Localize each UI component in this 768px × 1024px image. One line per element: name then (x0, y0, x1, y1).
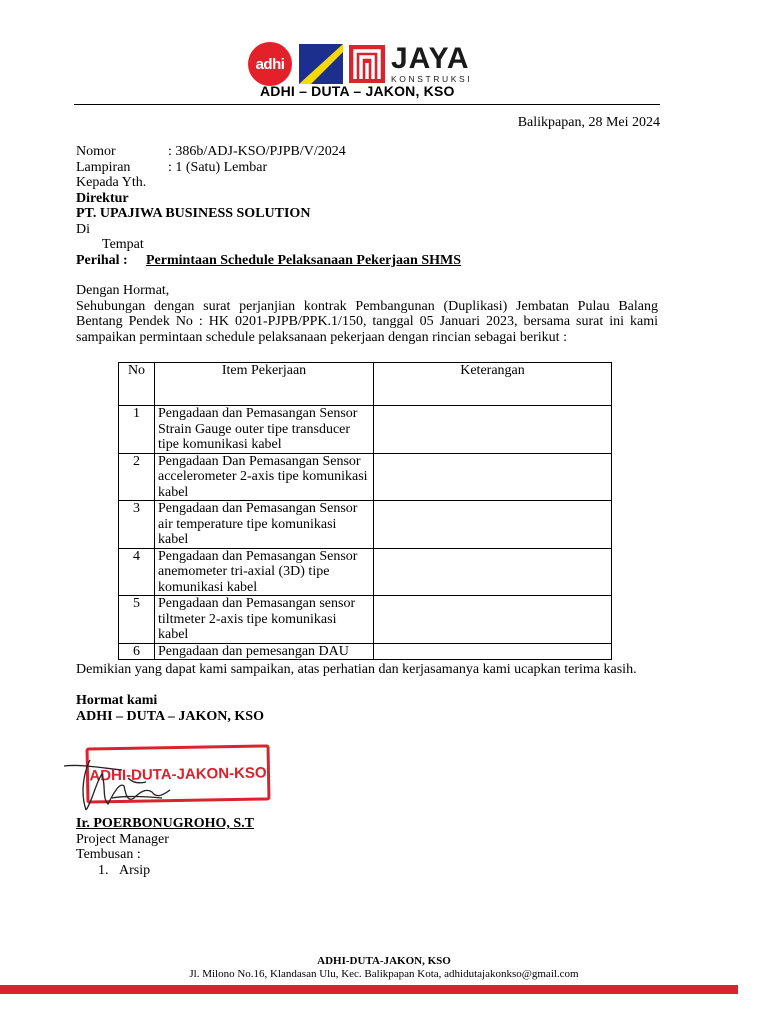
row-no: 2 (119, 453, 155, 501)
row-item: Pengadaan dan Pemasangan Sensor air temperature tipe komunikasi kabel (155, 501, 374, 549)
row-keterangan (374, 501, 612, 549)
kepada-line: Kepada Yth. (76, 175, 147, 190)
table-row (119, 501, 612, 549)
footer-red-bar (0, 985, 738, 994)
kso-name: ADHI – DUTA – JAKON, KSO (260, 83, 455, 99)
recipient-di: Di (76, 221, 90, 237)
row-no: 3 (119, 501, 155, 549)
row-keterangan (374, 406, 612, 454)
perihal-label: Perihal : (76, 252, 128, 268)
table-row (119, 548, 612, 596)
row-no: 4 (119, 548, 155, 596)
closing-paragraph: Demikian yang dapat kami sampaikan, atas perhatian dan kerjasamanya kami ucapkan terima kasih. (76, 662, 637, 677)
header-item: Item Pekerjaan (155, 363, 374, 406)
letter-date: Balikpapan, 28 Mei 2024 (517, 115, 660, 130)
row-no: 5 (119, 596, 155, 644)
work-items-table (118, 362, 612, 660)
table-row (119, 453, 612, 501)
header-no: No (119, 363, 155, 406)
jaya-logo-mark (349, 45, 385, 83)
row-keterangan (374, 596, 612, 644)
letterhead-logos (248, 42, 472, 86)
jaya-subtitle: KONSTRUKSI (391, 74, 473, 85)
recipient-tempat: Tempat (102, 237, 144, 252)
greeting: Dengan Hormat, (76, 283, 170, 298)
perihal-line (76, 253, 461, 269)
tembusan-item: 1. Arsip (98, 862, 151, 878)
header-divider (74, 104, 660, 105)
row-no: 1 (119, 406, 155, 454)
table-row (119, 596, 612, 644)
row-keterangan (374, 548, 612, 596)
duta-logo (299, 44, 343, 84)
table-row (119, 406, 612, 454)
stamp-text: ADHI-DUTA-JAKON-KSO (89, 763, 267, 785)
header-keterangan: Keterangan (374, 363, 612, 406)
row-keterangan (374, 643, 612, 660)
nomor-value: : 386b/ADJ-KSO/PJPB/V/2024 (168, 144, 346, 159)
row-item: Pengadaan dan Pemasangan Sensor Strain Gauge outer tipe transducer tipe komunikasi kabel (155, 406, 374, 454)
signatory-position: Project Manager (76, 831, 169, 847)
row-item: Pengadaan dan Pemasangan Sensor anemometer tri-axial (3D) tipe komunikasi kabel (155, 548, 374, 596)
row-item: Pengadaan Dan Pemasangan Sensor accelerometer 2-axis tipe komunikasi kabel (155, 453, 374, 501)
table-row (119, 643, 612, 660)
row-item: Pengadaan dan pemesangan DAU (155, 643, 374, 660)
recipient-title: Direktur (76, 190, 129, 206)
row-item: Pengadaan dan Pemasangan sensor tiltmeter 2-axis tipe komunikasi kabel (155, 596, 374, 644)
nomor-line (76, 144, 346, 160)
hormat-kami: Hormat kami (76, 693, 158, 708)
body-paragraph: Sehubungan dengan surat perjanjian kontrak Pembangunan (Duplikasi) Jembatan Pulau Balang Bentang Pendek No : HK 0201-PJPB/PPK.1/150, tanggal 05 Januari 2023, bersama surat ini kami sampaikan permintaan schedule pelaksanaan pekerjaan dengan rincian sebagai berikut : (76, 298, 658, 345)
tembusan-label: Tembusan : (76, 847, 141, 862)
signatory-name: Ir. POERBONUGROHO, S.T (76, 816, 255, 831)
row-no: 6 (119, 643, 155, 660)
footer-address: Jl. Milono No.16, Klandasan Ulu, Kec. Balikpapan Kota, adhidutajakonkso@gmail.com (189, 968, 579, 980)
adhi-logo: adhi (248, 42, 292, 86)
lampiran-label: Lampiran (76, 159, 131, 175)
lampiran-value: : 1 (Satu) Lembar (168, 159, 268, 175)
row-keterangan (374, 453, 612, 501)
nomor-label: Nomor (76, 144, 116, 159)
lampiran-line (76, 160, 267, 176)
handwritten-signature (62, 752, 202, 818)
jaya-word: JAYA (391, 42, 470, 76)
recipient-company: PT. UPAJIWA BUSINESS SOLUTION (76, 206, 311, 221)
table-header-row (119, 363, 612, 406)
perihal-value: Permintaan Schedule Pelaksanaan Pekerjaan SHMS (146, 252, 462, 268)
signature-company: ADHI – DUTA – JAKON, KSO (76, 709, 264, 724)
jaya-wordmark (391, 44, 472, 84)
footer-title: ADHI-DUTA-JAKON, KSO (317, 955, 451, 967)
